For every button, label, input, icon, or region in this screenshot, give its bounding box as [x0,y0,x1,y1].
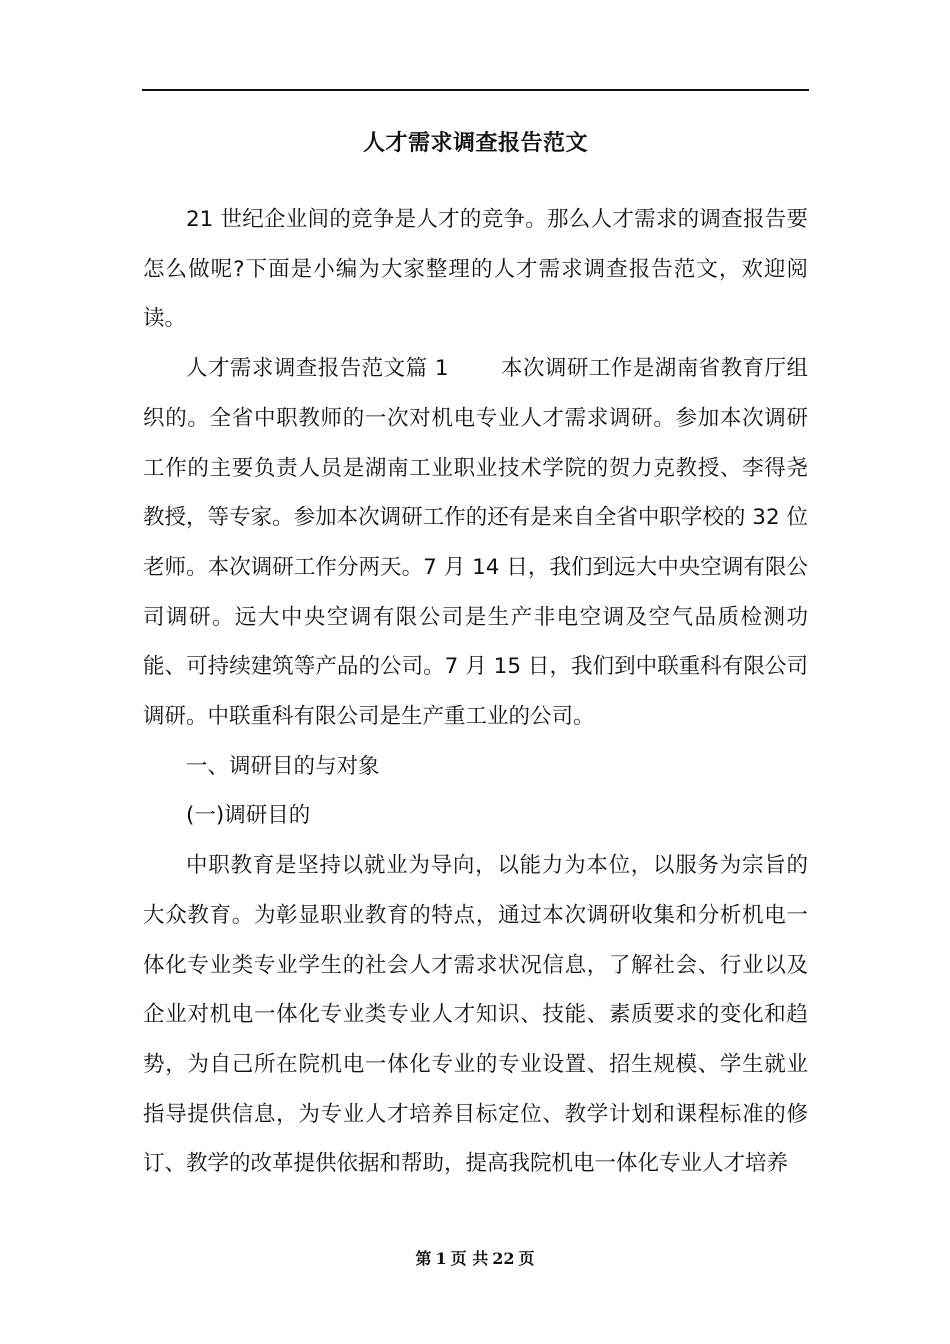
footer-prefix: 第 [415,1249,432,1268]
footer-page-number: 1 [435,1249,447,1268]
top-rule [142,89,809,91]
purpose-paragraph: 中职教育是坚持以就业为导向，以能力为本位，以服务为宗旨的大众教育。为彰显职业教育的特点，通过本次调研收集和分析机电一体化专业类专业学生的社会人才需求状况信息，了解社会、行业以及企业对机电一体化专业类专业人才知识、技能、素质要求的变化和趋势，为自己所在院机电一体化专业的专业设置、招生规模、学生就业指导提供信息，为专业人才培养目标定位、教学计划和课程标准的修订、教学的改革提供依据和帮助，提高我院机电一体化专业人才培养 [143,853,808,1177]
footer-suffix: 页 [518,1249,535,1268]
document-title: 人才需求调查报告范文 [362,131,588,156]
article-first-text: 本次调研工作是湖南省教育厅组织的。全省中职教师的一次对机电专业人才需求调研。参加本次调研工作的主要负责人员是湖南工业职业技术学院的贺力克教授、李得尧教授，等专家。参加本次调研工作的还有是来自全省中职学校的 32 位老师。本次调研工作分两天。7 月 14 日，我们到远大中央空调有限公司调研。远大中央空调有限公司是生产非电空调及空气品质检测功能、可持续建筑等产品的公司。7 月 15 日，我们到中联重科有限公司调研。中联重科有限公司是生产重工业的公司。 [143,356,808,730]
footer-mid: 页 共 [450,1249,489,1268]
footer-total-pages: 22 [492,1249,515,1268]
intro-paragraph: 21 世纪企业间的竞争是人才的竞争。那么人才需求的调查报告要怎么做呢?下面是小编为大家整理的人才需求调查报告范文，欢迎阅读。 [143,207,808,332]
article-paragraph [143,344,808,742]
page-footer [0,1246,950,1269]
subsection-heading: (一)调研目的 [186,803,311,829]
article-heading: 人才需求调查报告范文篇 1 [186,356,449,382]
section-heading: 一、调研目的与对象 [186,753,380,779]
document-body [143,195,808,1189]
